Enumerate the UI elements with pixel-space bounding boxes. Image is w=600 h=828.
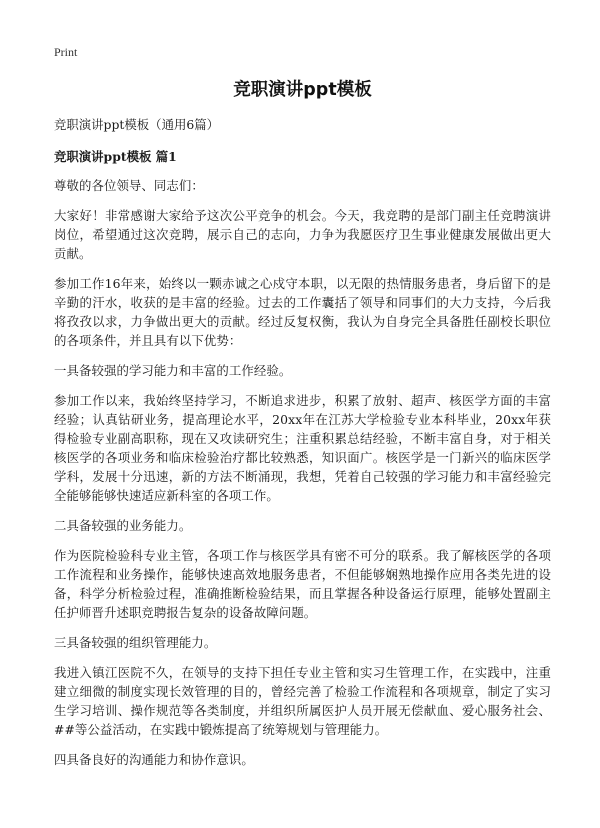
body-paragraph: 我进入镇江医院不久，在领导的支持下担任专业主管和实习生管理工作，在实践中，注重建立细微的制度实现长效管理的目的，曾经完善了检验工作流程和各项规章，制定了实习生学习培训、操作规范等各类制度，并组织所属医护人员开展无偿献血、爱心服务社会、##等公益活动，在实践中锻炼提高了统筹规划与管理能力。 bbox=[54, 665, 551, 737]
document-subtitle: 竞职演讲ppt模板（通用6篇） bbox=[54, 117, 220, 132]
body-paragraph: 参加工作16年来，始终以一颗赤诚之心戍守本职，以无限的热情服务患者，身后留下的是辛勤的汗水，收获的是丰富的经验。过去的工作囊括了领导和同事们的大力支持，今后我将孜孜以求，力争做出更大的贡献。经过反复权衡，我认为自身完全具备胜任副校长职位的各项条件，并且具有以下优势： bbox=[54, 276, 551, 348]
point-heading: 三具备较强的组织管理能力。 bbox=[54, 635, 217, 650]
body-paragraph: 参加工作以来，我始终坚持学习，不断追求进步，积累了放射、超声、核医学方面的丰富经验；认真钻研业务，提高理论水平，20xx年在江苏大学检验专业本科毕业，20xx年获得检验专业副高职称，现在又攻读研究生；注重积累总结经验，不断丰富自身，对于相关核医学的各项业务和临床检验治疗都比较熟悉，知识面广。核医学是一门新兴的临床医学学科，发展十分迅速，新的方法不断涌现，我想，凭着自己较强的学习能力和丰富经验完全能够能够快速适应新科室的各项工作。 bbox=[54, 393, 551, 503]
body-paragraph: 大家好！非常感谢大家给予这次公平竞争的机会。今天，我竞聘的是部门副主任竞聘演讲岗位，希望通过这次竞聘，展示自己的志向，力争为我愿医疗卫生事业健康发展做出更大贡献。 bbox=[54, 208, 551, 261]
section-heading: 竞职演讲ppt模板 篇1 bbox=[54, 149, 177, 164]
print-link[interactable]: Print bbox=[54, 45, 78, 59]
point-heading: 一具备较强的学习能力和丰富的工作经验。 bbox=[54, 363, 292, 378]
body-paragraph: 作为医院检验科专业主管，各项工作与核医学具有密不可分的联系。我了解核医学的各项工作流程和业务操作，能够快速高效地服务患者，不但能够娴熟地操作应用各类先进的设备，科学分析检验过程，准确推断检验结果，而且掌握各种设备运行原理，能够处置副主任护师晋升述职竞聘报告复杂的设备故障问题。 bbox=[54, 548, 551, 620]
document-title: 竞职演讲ppt模板 bbox=[233, 80, 372, 100]
point-heading: 二具备较强的业务能力。 bbox=[54, 518, 192, 533]
point-heading: 四具备良好的沟通能力和协作意识。 bbox=[54, 752, 254, 767]
greeting-paragraph: 尊敬的各位领导、同志们： bbox=[54, 178, 204, 193]
